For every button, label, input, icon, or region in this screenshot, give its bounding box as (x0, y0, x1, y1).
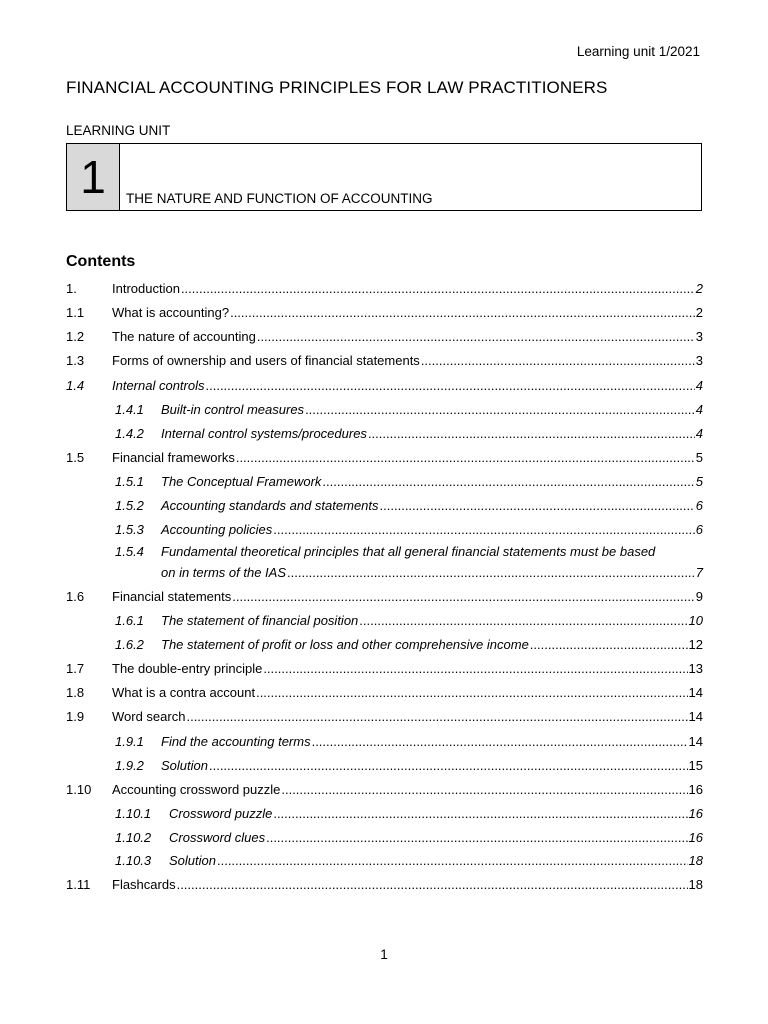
toc-entry-title: Built-in control measures (161, 402, 305, 417)
toc-entry[interactable] (66, 377, 703, 395)
toc-dot-leader (236, 449, 695, 467)
toc-entry[interactable] (66, 708, 703, 726)
toc-dot-leader (305, 401, 695, 419)
toc-entry[interactable] (66, 588, 703, 606)
toc-entry-title: The statement of financial position (161, 613, 359, 628)
toc-entry[interactable] (66, 805, 703, 823)
toc-entry-number: 1.5 (66, 450, 85, 465)
toc-entry[interactable] (66, 876, 703, 894)
toc-entry[interactable] (66, 757, 703, 775)
toc-entry-title: Fundamental theoretical principles that all general financial statements must be based (161, 544, 656, 559)
toc-dot-leader (232, 588, 695, 606)
toc-entry[interactable] (66, 636, 703, 654)
toc-entry-title: The statement of profit or loss and other comprehensive income (161, 637, 529, 652)
toc-entry-number: 1.6 (66, 589, 85, 604)
toc-entry[interactable] (66, 328, 703, 346)
toc-dot-leader (263, 660, 687, 678)
toc-entry-title: Crossword puzzle (169, 806, 273, 821)
toc-entry-title: Internal controls (112, 378, 205, 393)
toc-entry-title: What is accounting? (112, 305, 230, 320)
toc-entry[interactable] (66, 425, 703, 443)
toc-entry-page: 9 (695, 589, 703, 604)
toc-dot-leader (217, 852, 688, 870)
toc-entry[interactable] (66, 733, 703, 751)
toc-dot-leader (530, 636, 688, 654)
unit-title: THE NATURE AND FUNCTION OF ACCOUNTING (126, 191, 433, 206)
toc-entry-page: 5 (695, 474, 703, 489)
toc-entry[interactable] (66, 352, 703, 370)
toc-entry-number: 1. (66, 281, 77, 296)
toc-entry-page: 2 (695, 305, 703, 320)
learning-unit-label: LEARNING UNIT (66, 123, 171, 138)
toc-dot-leader (312, 733, 688, 751)
toc-dot-leader (273, 521, 694, 539)
toc-dot-leader (421, 352, 695, 370)
toc-entry-title: The Conceptual Framework (161, 474, 322, 489)
toc-entry-title: Introduction (112, 281, 180, 296)
toc-entry-number: 1.10 (66, 782, 92, 797)
toc-entry[interactable] (66, 660, 703, 678)
toc-entry-page: 14 (688, 709, 703, 724)
toc-dot-leader (273, 805, 687, 823)
toc-entry-page: 13 (688, 661, 703, 676)
toc-entry-page: 10 (688, 613, 703, 628)
toc-entry-page: 16 (688, 806, 703, 821)
toc-entry-page: 14 (688, 685, 703, 700)
toc-entry-page: 12 (688, 637, 703, 652)
toc-dot-leader (266, 829, 687, 847)
toc-entry-page: 4 (695, 402, 703, 417)
toc-entry-title: Accounting standards and statements (161, 498, 379, 513)
toc-entry-number: 1.10.2 (115, 830, 152, 845)
toc-entry-title: Flashcards (112, 877, 176, 892)
toc-entry-title: Solution (169, 853, 216, 868)
toc-dot-leader (368, 425, 695, 443)
toc-entry-page: 5 (695, 450, 703, 465)
toc-dot-leader (206, 377, 695, 395)
toc-dot-leader (230, 304, 695, 322)
toc-entry-number: 1.1 (66, 305, 85, 320)
toc-entry[interactable] (66, 684, 703, 702)
toc-entry[interactable] (66, 543, 703, 561)
toc-entry-page: 18 (688, 877, 703, 892)
toc-entry[interactable] (66, 304, 703, 322)
toc-dot-leader (287, 564, 695, 582)
toc-entry[interactable] (66, 852, 703, 870)
toc-entry-page: 16 (688, 830, 703, 845)
toc-entry[interactable] (66, 280, 703, 298)
toc-entry-number: 1.4.2 (115, 426, 144, 441)
toc-entry-title: Forms of ownership and users of financial statements (112, 353, 420, 368)
toc-dot-leader (380, 497, 695, 515)
toc-entry[interactable] (66, 473, 703, 491)
toc-entry[interactable] (66, 401, 703, 419)
toc-dot-leader (209, 757, 688, 775)
toc-entry[interactable] (66, 521, 703, 539)
page-number: 1 (380, 947, 388, 962)
unit-reference: Learning unit 1/2021 (576, 44, 700, 59)
unit-header-box (66, 143, 702, 211)
toc-entry-page: 3 (695, 353, 703, 368)
toc-entry-number: 1.6.1 (115, 613, 144, 628)
toc-entry-title: Solution (161, 758, 208, 773)
toc-entry-number: 1.8 (66, 685, 85, 700)
toc-entry-title: The double-entry principle (112, 661, 263, 676)
toc-entry-number: 1.5.2 (115, 498, 144, 513)
unit-title-cell (120, 144, 701, 210)
toc-entry-page: 4 (695, 378, 703, 393)
toc-entry-page: 4 (695, 426, 703, 441)
toc-entry-title: Financial statements (112, 589, 232, 604)
contents-heading: Contents (66, 253, 136, 270)
toc-entry-number: 1.2 (66, 329, 85, 344)
toc-entry-page: 18 (688, 853, 703, 868)
toc-entry-title: on in terms of the IAS (161, 565, 287, 580)
unit-number: 1 (67, 144, 120, 210)
toc-entry-page: 14 (688, 734, 703, 749)
toc-entry-number: 1.5.3 (115, 522, 144, 537)
toc-entry-number: 1.11 (66, 877, 91, 892)
toc-entry-page: 15 (688, 758, 703, 773)
toc-entry[interactable] (66, 781, 703, 799)
toc-dot-leader (181, 280, 695, 298)
document-title: FINANCIAL ACCOUNTING PRINCIPLES FOR LAW PRACTITIONERS (66, 78, 608, 97)
toc-entry-page: 6 (695, 522, 703, 537)
toc-entry-number: 1.10.1 (115, 806, 152, 821)
toc-entry-title: What is a contra account (112, 685, 256, 700)
toc-entry[interactable] (66, 564, 703, 582)
toc-dot-leader (359, 612, 687, 630)
toc-entry-title: Accounting crossword puzzle (112, 782, 281, 797)
toc-dot-leader (256, 684, 687, 702)
toc-dot-leader (281, 781, 687, 799)
toc-entry-number: 1.5.4 (115, 544, 144, 559)
toc-dot-leader (257, 328, 695, 346)
toc-entry-page: 6 (695, 498, 703, 513)
toc-entry-title: Word search (112, 709, 186, 724)
toc-entry-number: 1.9.1 (115, 734, 144, 749)
toc-entry-number: 1.4 (66, 378, 85, 393)
toc-entry-title: The nature of accounting (112, 329, 256, 344)
toc-entry-title: Internal control systems/procedures (161, 426, 367, 441)
toc-entry-title: Accounting policies (161, 522, 273, 537)
toc-entry-number: 1.10.3 (115, 853, 152, 868)
toc-entry[interactable] (66, 612, 703, 630)
toc-entry-page: 3 (695, 329, 703, 344)
toc-entry[interactable] (66, 449, 703, 467)
toc-entry-page: 2 (695, 281, 703, 296)
toc-dot-leader (322, 473, 694, 491)
toc-entry-number: 1.3 (66, 353, 85, 368)
toc-entry-number: 1.4.1 (115, 402, 144, 417)
toc-dot-leader (186, 708, 687, 726)
toc-entry[interactable] (66, 829, 703, 847)
toc-entry-number: 1.6.2 (115, 637, 144, 652)
toc-entry-number: 1.9.2 (115, 758, 144, 773)
toc-entry-title: Crossword clues (169, 830, 266, 845)
toc-entry-title: Financial frameworks (112, 450, 235, 465)
toc-entry-number: 1.9 (66, 709, 85, 724)
toc-entry-page: 16 (688, 782, 703, 797)
toc-entry-number: 1.7 (66, 661, 85, 676)
toc-dot-leader (177, 876, 688, 894)
toc-entry-page: 7 (695, 565, 703, 580)
toc-entry-title: Find the accounting terms (161, 734, 311, 749)
toc-entry-number: 1.5.1 (115, 474, 144, 489)
toc-entry[interactable] (66, 497, 703, 515)
